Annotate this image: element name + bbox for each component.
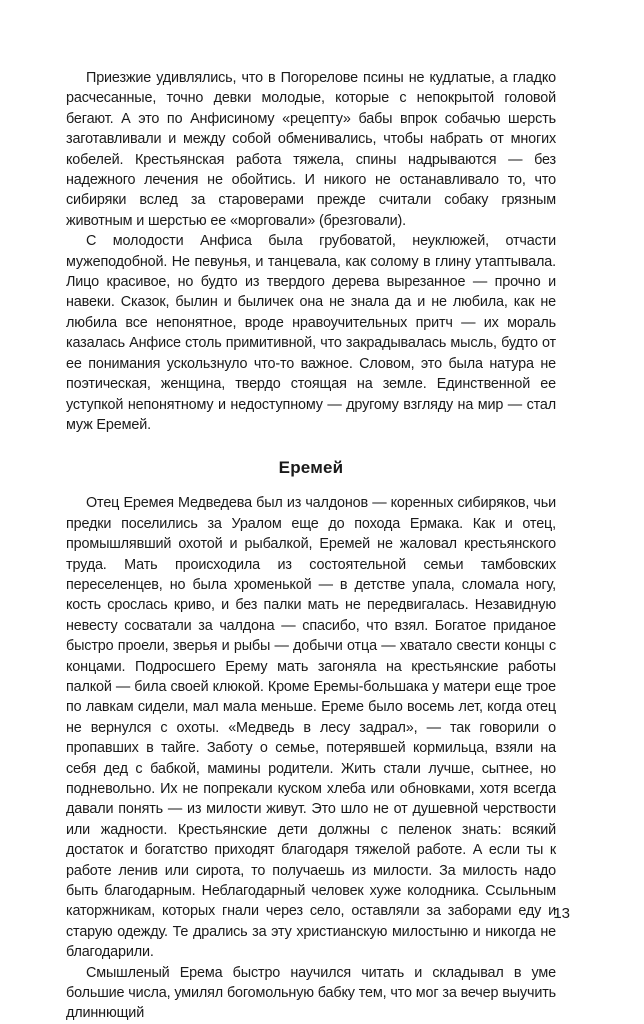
paragraph-eremey-learning: Смышленый Ерема быстро научился читать и складывал в уме большие числа, умилял богомольную бабку тем, что мог за вечер выучить длиннющий [66,964,556,1022]
book-page-body [66,68,556,1024]
page-number: 13 [553,905,570,922]
paragraph-anfisa-character: С молодости Анфиса была грубоватой, неуклюжей, отчасти мужеподобной. Не певунья, и танцевала, как солому в глину утаптывала. Лицо красивое, но будто из твердого дерева вырезанное — прочно и навеки. Сказок, былин и быличек она не знала да и не любила, как не любила все непонятное, вроде нравоучительных притч — их мораль казалась Анфисе столь примитивной, что закрадывалась мысль, будто от ее понимания ускользнуло что-то важное. Словом, это была натура не поэтическая, женщина, твердо стоящая на земле. Единственной ее уступкой непонятному и недоступному — другому взгляду на мир — стал муж Еремей. [66,233,556,433]
paragraph-dogs-wool: Приезжие удивлялись, что в Погорелове псины не кудлатые, а гладко расчесанные, точно девки молодые, которые с непокрытой головой бегают. А это по Анфисиному «рецепту» бабы впрок собачью шерсть заготавливали и между собой обменивались, чтобы набрать от многих кобелей. Крестьянская работа тяжела, спины надрываются — без надежного лечения не обойтись. И никого не останавливало то, что сибиряки вслед за староверами прежде считали собаку грязным животным и шерстью ее «морговали» (брезговали). [66,70,556,229]
paragraph-eremey-family: Отец Еремея Медведева был из чалдонов — коренных сибиряков, чьи предки поселились за Уралом еще до похода Ермака. Как и отец, промышлявший охотой и рыбалкой, Еремей не жаловал крестьянского труда. Мать происходила из состоятельной семьи тамбовских переселенцев, но была хроменькой — в детстве упала, сломала ногу, кость срослась криво, и без палки мать не передвигалась. Незавидную невесту сосватали за чалдона — спасибо, что взял. Богатое приданое быстро проели, зверья и рыбы — добычи отца — хватало свести концы с концами. Подросшего Ерему мать загоняла на крестьянские работы палкой — била своей клюкой. Кроме Еремы-большака у матери еще трое по лавкам сидели, мал мала меньше. Ереме было восемь лет, когда отец не вернулся с охоты. «Медведь в лесу задрал», — так говорили о пропавших в тайге. Заботу о семье, потерявшей кормильца, взяли на себя дед с бабкой, мамины родители. Жить стали лучше, сытнее, но подневольно. Их не попрекали куском хлеба или обновками, хотя всегда давали понять — из милости живут. Это шло не от душевной черствости или жадности. Крестьянские дети должны с пеленок знать: всякий достаток и богатство приходят благодаря тяжелой работе. А если ты к работе ленив или сирота, то получаешь из милости. За милость надо быть благодарным. Неблагодарный человек хуже колодника. Ссыльным каторжникам, которых гнали через село, оставляли за заборами еду и старую одежду. Те дрались за эту христианскую милостыню и никогда не благодарили. [66,495,556,961]
section-heading: Еремей [278,458,344,478]
